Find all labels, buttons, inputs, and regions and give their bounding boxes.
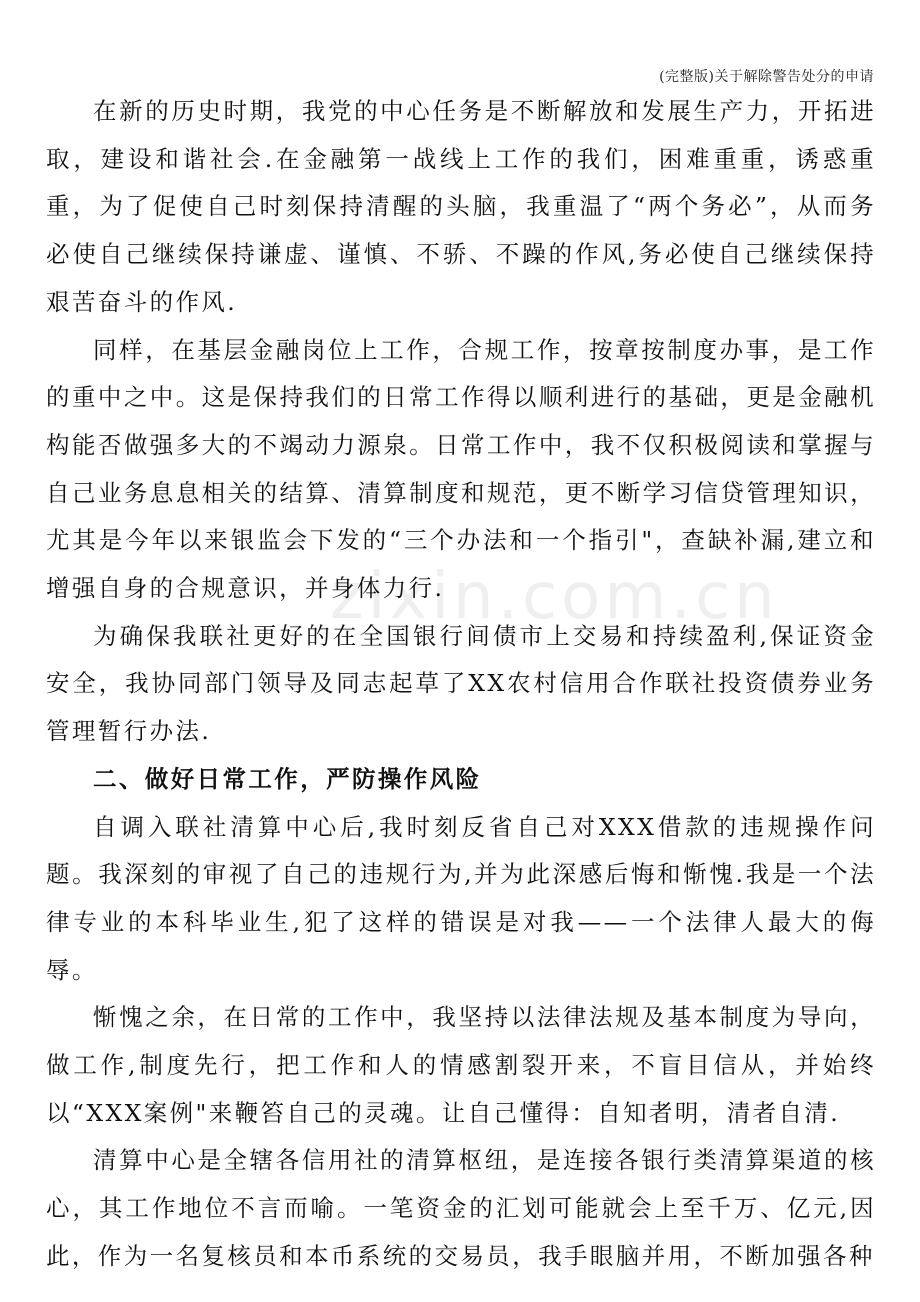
document-body xyxy=(46,88,876,1281)
paragraph-4: 自调入联社清算中心后,我时刻反省自己对XXX借款的违规操作问题。我深刻的审视了自己的违规行为,并为此深感后悔和惭愧.我是一个法律专业的本科毕业生,犯了这样的错误是对我——一个法律人最大的侮辱。 xyxy=(46,812,876,984)
page-header-title: (完整版)关于解除警告处分的申请 xyxy=(659,69,874,85)
paragraph-6: 清算中心是全辖各信用社的清算枢纽，是连接各银行类清算渠道的核心，其工作地位不言而喻。一笔资金的汇划可能就会上至千万、亿元,因此，作为一名复核员和本币系统的交易员，我手眼脑并用，不断加强各种 xyxy=(46,1146,876,1270)
paragraph-1: 在新的历史时期，我党的中心任务是不断解放和发展生产力，开拓进取，建设和谐社会.在金融第一战线上工作的我们，困难重重，诱惑重重，为了促使自己时刻保持清醒的头脑，我重温了“两个务必”，从而务必使自己继续保持谦虚、谨慎、不骄、不躁的作风,务必使自己继续保持艰苦奋斗的作风. xyxy=(46,97,876,316)
watermark: zixin.com.cn xyxy=(330,560,779,634)
section-heading: 二、做好日常工作，严防操作风险 xyxy=(93,764,482,793)
paragraph-3: 为确保我联社更好的在全国银行间债市上交易和持续盈利,保证资金安全，我协同部门领导及同志起草了XX农村信用合作联社投资债券业务管理暂行办法. xyxy=(46,621,876,746)
paragraph-2: 同样，在基层金融岗位上工作，合规工作，按章按制度办事，是工作的重中之中。这是保持我们的日常工作得以顺利进行的基础，更是金融机构能否做强多大的不竭动力源泉。日常工作中，我不仅积极阅读和掌握与自己业务息息相关的结算、清算制度和规范，更不断学习信贷管理知识，尤其是今年以来银监会下发的“三个办法和一个指引"，查缺补漏,建立和增强自身的合规意识，并身体力行. xyxy=(46,335,876,603)
paragraph-5: 惭愧之余，在日常的工作中，我坚持以法律法规及基本制度为导向，做工作,制度先行，把工作和人的情感割裂开来，不盲目信从，并始终以“XXX案例"来鞭笞自己的灵魂。让自己懂得：自知者明，清者自清. xyxy=(46,1003,876,1127)
